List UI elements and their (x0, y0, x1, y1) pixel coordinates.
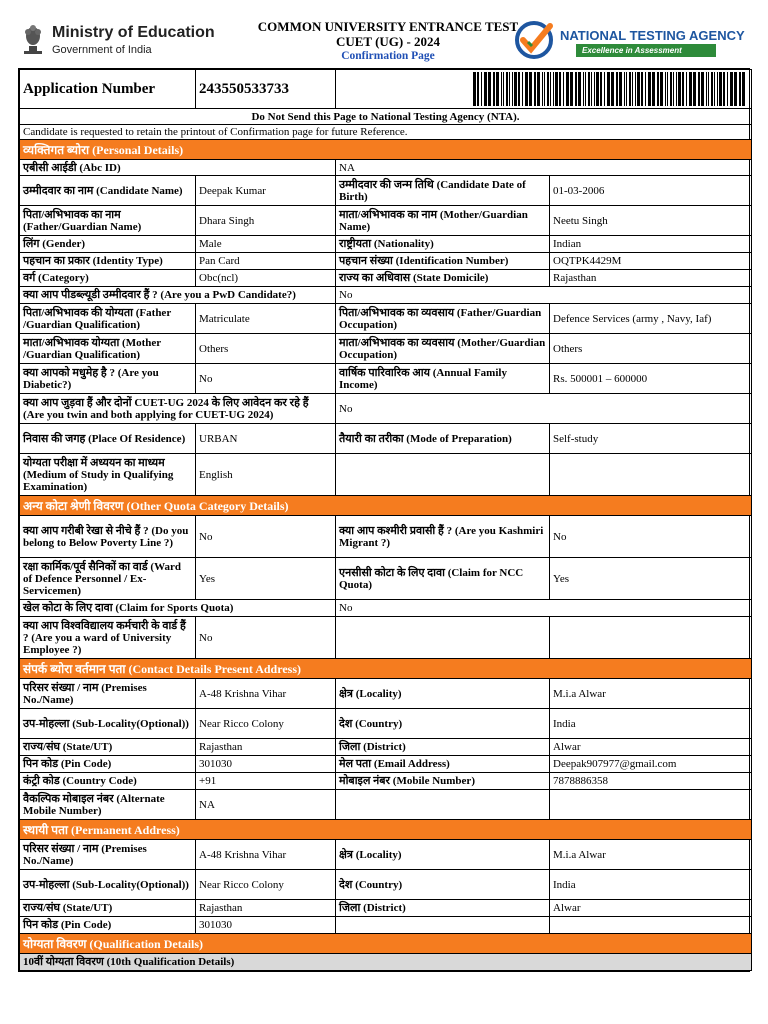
barcode-bar (600, 72, 602, 106)
tenth-qualification-header (20, 954, 752, 971)
email-value: Deepak907977@gmail.com (550, 756, 752, 773)
table-row (20, 206, 752, 236)
barcode-bar (670, 72, 672, 106)
barcode-bar (727, 72, 728, 106)
barcode-bar (553, 72, 554, 106)
empty-cell (336, 617, 550, 659)
qualification-section-header (20, 934, 752, 954)
gender-label: लिंग (Gender) (20, 236, 196, 253)
university-ward-value: No (196, 617, 336, 659)
empty-cell (336, 454, 550, 496)
personal-section-header (20, 140, 752, 160)
family-income-label: वार्षिक पारिवारिक आय (Annual Family Income) (336, 364, 550, 394)
dob-label: उम्मीदवार की जन्म तिथि (Candidate Date of Birth) (336, 176, 550, 206)
alt-mobile-label: वैकल्पिक मोबाइल नंबर (Alternate Mobile Number) (20, 790, 196, 820)
identity-type-label: पहचान का प्रकार (Identity Type) (20, 253, 196, 270)
district-label: जिला (District) (336, 739, 550, 756)
table-row (20, 424, 752, 454)
kashmiri-migrant-value: No (550, 516, 752, 558)
identification-number-value: OQTPK4429M (550, 253, 752, 270)
table-row (20, 270, 752, 287)
twin-value: No (336, 394, 752, 424)
table-row (20, 709, 752, 739)
candidate-name-label: उम्मीदवार का नाम (Candidate Name) (20, 176, 196, 206)
table-row (20, 304, 752, 334)
gender-value: Male (196, 236, 336, 253)
barcode-bar (657, 72, 659, 106)
state-domicile-value: Rajasthan (550, 270, 752, 287)
premises-label: परिसर संख्या / नाम (Premises No./Name) (20, 679, 196, 709)
residence-value: URBAN (196, 424, 336, 454)
father-occupation-label: पिता/अभिभावक का व्यवसाय (Father/Guardian Occupation) (336, 304, 550, 334)
barcode-bar (708, 72, 709, 106)
mother-name-label: माता/अभिभावक का नाम (Mother/Guardian Name) (336, 206, 550, 236)
barcode-bar (585, 72, 586, 106)
barcode-bar (648, 72, 651, 106)
empty-cell (550, 617, 752, 659)
barcode-bar (522, 72, 523, 106)
nationality-label: राष्ट्रीयता (Nationality) (336, 236, 550, 253)
perm-country-label: देश (Country) (336, 870, 550, 900)
barcode-bar (566, 72, 569, 106)
barcode-bar (611, 72, 614, 106)
permanent-address-section-header (20, 820, 752, 840)
barcode-bar (496, 72, 499, 106)
barcode-bar (632, 72, 633, 106)
empty-cell (550, 917, 752, 934)
defence-ward-label: रक्षा कार्मिक/पूर्व सैनिकों का वार्ड (Ward of Defence Personnel / Ex-Servicemen) (20, 558, 196, 600)
perm-premises-label: परिसर संख्या / नाम (Premises No./Name) (20, 840, 196, 870)
empty-cell (336, 917, 550, 934)
barcode-cell (336, 70, 752, 109)
bpl-value: No (196, 516, 336, 558)
barcode-bar (547, 72, 549, 106)
barcode-bar (739, 72, 741, 106)
barcode-bar (544, 72, 545, 106)
twin-label: क्या आप जुड़वा हैं और दोनों CUET-UG 2024 के लिए आवेदन कर रहे हैं (Are you twin and both applying for CUET-UG 2024) (20, 394, 336, 424)
identification-number-label: पहचान संख्या (Identification Number) (336, 253, 550, 270)
table-row (20, 739, 752, 756)
barcode-bar (673, 72, 674, 106)
barcode-bar (518, 72, 520, 106)
barcode-bar (477, 72, 479, 106)
tenth-qualification-title: 10वीं योग्यता विवरण (10th Qualification Details) (20, 954, 752, 971)
table-row (20, 160, 752, 176)
university-ward-label: क्या आप विश्वविद्यालय कर्मचारी के वार्ड हैं ? (Are you a ward of University Employee ?) (20, 617, 196, 659)
notice-text: Do Not Send this Page to National Testing Agency (NTA). (20, 109, 752, 125)
barcode-bar (607, 72, 610, 106)
table-row (20, 253, 752, 270)
barcode-bar (619, 72, 622, 106)
dob-value: 01-03-2006 (550, 176, 752, 206)
barcode-bar (534, 72, 536, 106)
retain-text: Candidate is requested to retain the printout of Confirmation page for future Reference. (20, 125, 752, 140)
barcode-bar (723, 72, 725, 106)
perm-state-value: Rajasthan (196, 900, 336, 917)
category-value: Obc(ncl) (196, 270, 336, 287)
barcode-bar (701, 72, 704, 106)
application-number-row (20, 70, 752, 109)
qualification-section-title: योग्यता विवरण (Qualification Details) (20, 934, 752, 954)
application-number-value: 243550533733 (196, 70, 336, 109)
barcode-bar (583, 72, 584, 106)
pwd-value: No (336, 287, 752, 304)
table-row (20, 617, 752, 659)
barcode-bar (682, 72, 684, 106)
barcode-bar (641, 72, 643, 106)
barcode-bar (604, 72, 605, 106)
barcode-icon (473, 72, 745, 106)
pin-code-value: 301030 (196, 756, 336, 773)
medium-label: योग्यता परीक्षा में अध्ययन का माध्यम (Medium of Study in Qualifying Examination) (20, 454, 196, 496)
barcode-bar (473, 72, 476, 106)
father-qualification-value: Matriculate (196, 304, 336, 334)
table-row (20, 394, 752, 424)
present-address-section-title: संपर्क ब्योरा वर्तमान पता (Contact Details Present Address) (20, 659, 752, 679)
nta-checkmark-logo-icon (514, 20, 554, 60)
barcode-bar (575, 72, 577, 106)
barcode-bar (693, 72, 696, 106)
pin-code-label: पिन कोड (Pin Code) (20, 756, 196, 773)
barcode-bar (488, 72, 491, 106)
table-row (20, 679, 752, 709)
alt-mobile-value: NA (196, 790, 336, 820)
premises-value: A-48 Krishna Vihar (196, 679, 336, 709)
ministry-title: Ministry of Education (52, 24, 215, 41)
barcode-bar (635, 72, 636, 106)
family-income-value: Rs. 500001 – 600000 (550, 364, 752, 394)
nationality-value: Indian (550, 236, 752, 253)
barcode-bar (717, 72, 718, 106)
abc-id-label: एबीसी आईडी (Abc ID) (20, 160, 336, 176)
mother-occupation-label: माता/अभिभावक का व्यवसाय (Mother/Guardian Occupation) (336, 334, 550, 364)
barcode-bar (596, 72, 599, 106)
page-type: Confirmation Page (341, 50, 435, 62)
barcode-bar (514, 72, 517, 106)
district-value: Alwar (550, 739, 752, 756)
mobile-label: मोबाइल नंबर (Mobile Number) (336, 773, 550, 790)
quota-section-title: अन्य कोटा श्रेणी विवरण (Other Quota Category Details) (20, 496, 752, 516)
father-name-label: पिता/अभिभावक का नाम (Father/Guardian Name) (20, 206, 196, 236)
table-row (20, 364, 752, 394)
perm-locality-value: M.i.a Alwar (550, 840, 752, 870)
table-row (20, 516, 752, 558)
barcode-bar (734, 72, 737, 106)
candidate-name-value: Deepak Kumar (196, 176, 336, 206)
barcode-bar (706, 72, 707, 106)
barcode-bar (588, 72, 590, 106)
barcode-bar (624, 72, 625, 106)
mother-name-value: Neetu Singh (550, 206, 752, 236)
mother-qualification-label: माता/अभिभावक योग्यता (Mother /Guardian Qualification) (20, 334, 196, 364)
preparation-mode-value: Self-study (550, 424, 752, 454)
defence-ward-value: Yes (196, 558, 336, 600)
perm-country-value: India (550, 870, 752, 900)
barcode-bar (629, 72, 631, 106)
state-label: राज्य/संघ (State/UT) (20, 739, 196, 756)
barcode-bar (645, 72, 646, 106)
barcode-bar (493, 72, 495, 106)
state-domicile-label: राज्य का अधिवास (State Domicile) (336, 270, 550, 287)
state-value: Rajasthan (196, 739, 336, 756)
perm-locality-label: क्षेत्र (Locality) (336, 840, 550, 870)
country-label: देश (Country) (336, 709, 550, 739)
barcode-bar (550, 72, 551, 106)
table-row (20, 870, 752, 900)
mobile-value: 7878886358 (550, 773, 752, 790)
barcode-bar (559, 72, 561, 106)
father-name-value: Dhara Singh (196, 206, 336, 236)
notice-row (20, 109, 752, 125)
diabetic-value: No (196, 364, 336, 394)
personal-section-title: व्यक्तिगत ब्योरा (Personal Details) (20, 140, 752, 160)
barcode-bar (742, 72, 745, 106)
barcode-bar (578, 72, 581, 106)
barcode-bar (660, 72, 663, 106)
barcode-bar (512, 72, 513, 106)
barcode-bar (481, 72, 482, 106)
table-row (20, 900, 752, 917)
empty-cell (550, 454, 752, 496)
confirmation-table (19, 69, 752, 971)
barcode-bar (676, 72, 677, 106)
barcode-bar (678, 72, 681, 106)
empty-cell (550, 790, 752, 820)
identity-type-value: Pan Card (196, 253, 336, 270)
locality-label: क्षेत्र (Locality) (336, 679, 550, 709)
perm-sub-locality-label: उप-मोहल्ला (Sub-Locality(Optional)) (20, 870, 196, 900)
national-emblem-icon (18, 20, 48, 56)
table-row (20, 558, 752, 600)
barcode-bar (506, 72, 508, 106)
diabetic-label: क्या आपको मधुमेह है ? (Are you Diabetic?) (20, 364, 196, 394)
barcode-bar (537, 72, 540, 106)
barcode-bar (689, 72, 692, 106)
country-value: India (550, 709, 752, 739)
sports-quota-value: No (336, 600, 752, 617)
father-occupation-value: Defence Services (army , Navy, Iaf) (550, 304, 752, 334)
table-row (20, 917, 752, 934)
bpl-label: क्या आप गरीबी रेखा से नीचे हैं ? (Do you belong to Below Poverty Line ?) (20, 516, 196, 558)
table-row (20, 790, 752, 820)
table-row (20, 840, 752, 870)
barcode-bar (503, 72, 504, 106)
sub-locality-label: उप-मोहल्ला (Sub-Locality(Optional)) (20, 709, 196, 739)
exam-title: COMMON UNIVERSITY ENTRANCE TEST (257, 19, 519, 34)
barcode-bar (563, 72, 564, 106)
table-row (20, 236, 752, 253)
father-qualification-label: पिता/अभिभावक की योग्यता (Father /Guardian Qualification) (20, 304, 196, 334)
barcode-bar (665, 72, 666, 106)
abc-id-value: NA (336, 160, 752, 176)
table-row (20, 176, 752, 206)
sub-locality-value: Near Ricco Colony (196, 709, 336, 739)
barcode-bar (616, 72, 618, 106)
table-row (20, 600, 752, 617)
perm-sub-locality-value: Near Ricco Colony (196, 870, 336, 900)
category-label: वर्ग (Category) (20, 270, 196, 287)
barcode-bar (714, 72, 715, 106)
barcode-bar (637, 72, 640, 106)
ncc-quota-value: Yes (550, 558, 752, 600)
barcode-bar (484, 72, 487, 106)
sports-quota-label: खेल कोटा के लिए दावा (Claim for Sports Quota) (20, 600, 336, 617)
table-row (20, 454, 752, 496)
mother-qualification-value: Others (196, 334, 336, 364)
preparation-mode-label: तैयारी का तरीका (Mode of Preparation) (336, 424, 550, 454)
perm-premises-value: A-48 Krishna Vihar (196, 840, 336, 870)
barcode-bar (711, 72, 713, 106)
kashmiri-migrant-label: क्या आप कश्मीरी प्रवासी हैं ? (Are you Kashmiri Migrant ?) (336, 516, 550, 558)
permanent-address-section-title: स्थायी पता (Permanent Address) (20, 820, 752, 840)
barcode-bar (509, 72, 510, 106)
barcode-bar (525, 72, 528, 106)
page-header (18, 14, 750, 66)
table-row (20, 773, 752, 790)
barcode-bar (555, 72, 558, 106)
barcode-bar (652, 72, 655, 106)
residence-label: निवास की जगह (Place Of Residence) (20, 424, 196, 454)
empty-cell (336, 790, 550, 820)
confirmation-sheet (18, 68, 750, 972)
medium-value: English (196, 454, 336, 496)
barcode-bar (626, 72, 627, 106)
present-address-section-header (20, 659, 752, 679)
barcode-bar (529, 72, 532, 106)
table-row (20, 334, 752, 364)
mother-occupation-value: Others (550, 334, 752, 364)
barcode-bar (501, 72, 502, 106)
ncc-quota-label: एनसीसी कोटा के लिए दावा (Claim for NCC Quota) (336, 558, 550, 600)
table-row (20, 756, 752, 773)
country-code-label: कंट्री कोड (Country Code) (20, 773, 196, 790)
agency-tagline: Excellence in Assessment (576, 44, 716, 57)
email-label: मेल पता (Email Address) (336, 756, 550, 773)
quota-section-header (20, 496, 752, 516)
exam-subtitle: CUET (UG) - 2024 (335, 34, 441, 49)
retain-row (20, 125, 752, 140)
pwd-label: क्या आप पीडब्ल्यूडी उम्मीदवार हैं ? (Are you a PwD Candidate?) (20, 287, 336, 304)
table-row (20, 287, 752, 304)
perm-pin-code-value: 301030 (196, 917, 336, 934)
perm-state-label: राज्य/संघ (State/UT) (20, 900, 196, 917)
barcode-bar (698, 72, 700, 106)
application-number-label: Application Number (20, 70, 196, 109)
agency-name: NATIONAL TESTING AGENCY (560, 28, 745, 43)
barcode-bar (667, 72, 668, 106)
barcode-bar (686, 72, 687, 106)
government-subtitle: Government of India (52, 44, 152, 56)
perm-district-value: Alwar (550, 900, 752, 917)
locality-value: M.i.a Alwar (550, 679, 752, 709)
barcode-bar (730, 72, 733, 106)
perm-district-label: जिला (District) (336, 900, 550, 917)
barcode-bar (570, 72, 573, 106)
country-code-value: +91 (196, 773, 336, 790)
barcode-bar (719, 72, 722, 106)
barcode-bar (594, 72, 595, 106)
barcode-bar (542, 72, 543, 106)
barcode-bar (591, 72, 592, 106)
perm-pin-code-label: पिन कोड (Pin Code) (20, 917, 196, 934)
